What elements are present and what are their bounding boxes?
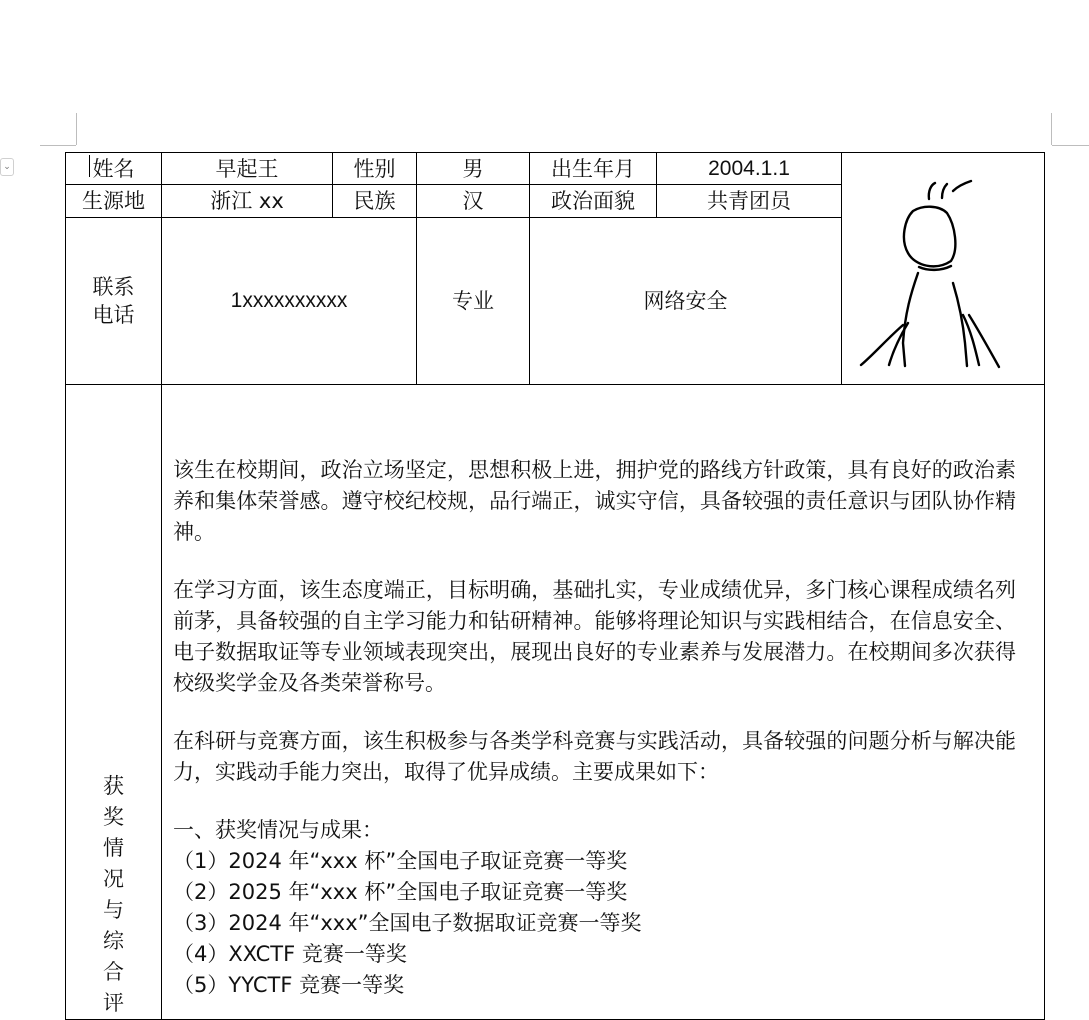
awards-label-char: 获: [103, 774, 124, 798]
resume-table: [65, 152, 1045, 1020]
awards-label-char: 与: [103, 898, 124, 922]
collapse-chevron-icon[interactable]: ⌄: [0, 158, 14, 176]
award-list: [173, 846, 1016, 1001]
ethnicity-value[interactable]: 汉: [417, 185, 530, 217]
awards-label: [66, 385, 162, 1020]
ethnicity-label: 民族: [333, 185, 417, 217]
award-item: （3）2024 年“xxx”全国电子数据取证竞赛一等奖: [173, 911, 642, 935]
birth-value[interactable]: 2004.1.1: [657, 153, 842, 185]
evaluation-paragraph: 在学习方面，该生态度端正，目标明确，基础扎实，专业成绩优异，多门核心课程成绩名列前茅，具备较强的自主学习能力和钻研精神。能够将理论知识与实践相结合，在信息安全、电子数据取证等专业领域表现突出，展现出良好的专业素养与发展潜力。在校期间多次获得校级奖学金及各类荣誉称号。: [173, 578, 1016, 695]
major-value[interactable]: 网络安全: [530, 217, 842, 385]
page-corner-mark: [1052, 145, 1089, 146]
award-item: （5）YYCTF 竞赛一等奖: [173, 973, 405, 997]
gender-label: 性别: [333, 153, 417, 185]
phone-label-line1: 联系: [92, 274, 135, 299]
text-cursor: [89, 155, 90, 177]
name-value[interactable]: 早起王: [162, 153, 333, 185]
evaluation-paragraph: 该生在校期间，政治立场坚定，思想积极上进，拥护党的路线方针政策，具有良好的政治素养和集体荣誉感。遵守校纪校规，品行端正，诚实守信，具备较强的责任意识与团队协作精神。: [173, 458, 1016, 544]
evaluation-paragraph: 在科研与竞赛方面，该生积极参与各类学科竞赛与实践活动，具备较强的问题分析与解决能力，实践动手能力突出，取得了优异成绩。主要成果如下：: [173, 729, 1016, 784]
political-value[interactable]: 共青团员: [657, 185, 842, 217]
political-label: 政治面貌: [530, 185, 657, 217]
awards-label-char: 评: [103, 991, 124, 1015]
awards-label-char: 情: [103, 836, 124, 860]
major-label: 专业: [417, 217, 530, 385]
awards-label-char: 合: [103, 960, 124, 984]
gender-value[interactable]: 男: [417, 153, 530, 185]
phone-value[interactable]: 1xxxxxxxxxx: [162, 217, 417, 385]
birth-label: 出生年月: [530, 153, 657, 185]
awards-label-char: 综: [103, 929, 124, 953]
page-corner-mark: [1051, 113, 1052, 145]
photo-cell: [842, 153, 1045, 385]
name-label: 姓名: [66, 153, 162, 185]
awards-label-char: 况: [103, 867, 124, 891]
page-corner-mark: [76, 113, 77, 145]
award-item: （1）2024 年“xxx 杯”全国电子取证竞赛一等奖: [173, 849, 628, 873]
award-item: （2）2025 年“xxx 杯”全国电子取证竞赛一等奖: [173, 880, 628, 904]
origin-label: 生源地: [66, 185, 162, 217]
phone-label-line2: 电话: [92, 302, 135, 327]
awards-heading: 一、获奖情况与成果：: [173, 818, 383, 842]
awards-label-char: 奖: [103, 805, 124, 829]
portrait-sketch-icon: [843, 153, 1044, 377]
award-item: （4）XXCTF 竞赛一等奖: [173, 942, 407, 966]
page-corner-mark: [40, 145, 76, 146]
origin-value[interactable]: 浙江 xx: [162, 185, 333, 217]
evaluation-cell[interactable]: [162, 385, 1045, 1020]
phone-label: [66, 217, 162, 385]
